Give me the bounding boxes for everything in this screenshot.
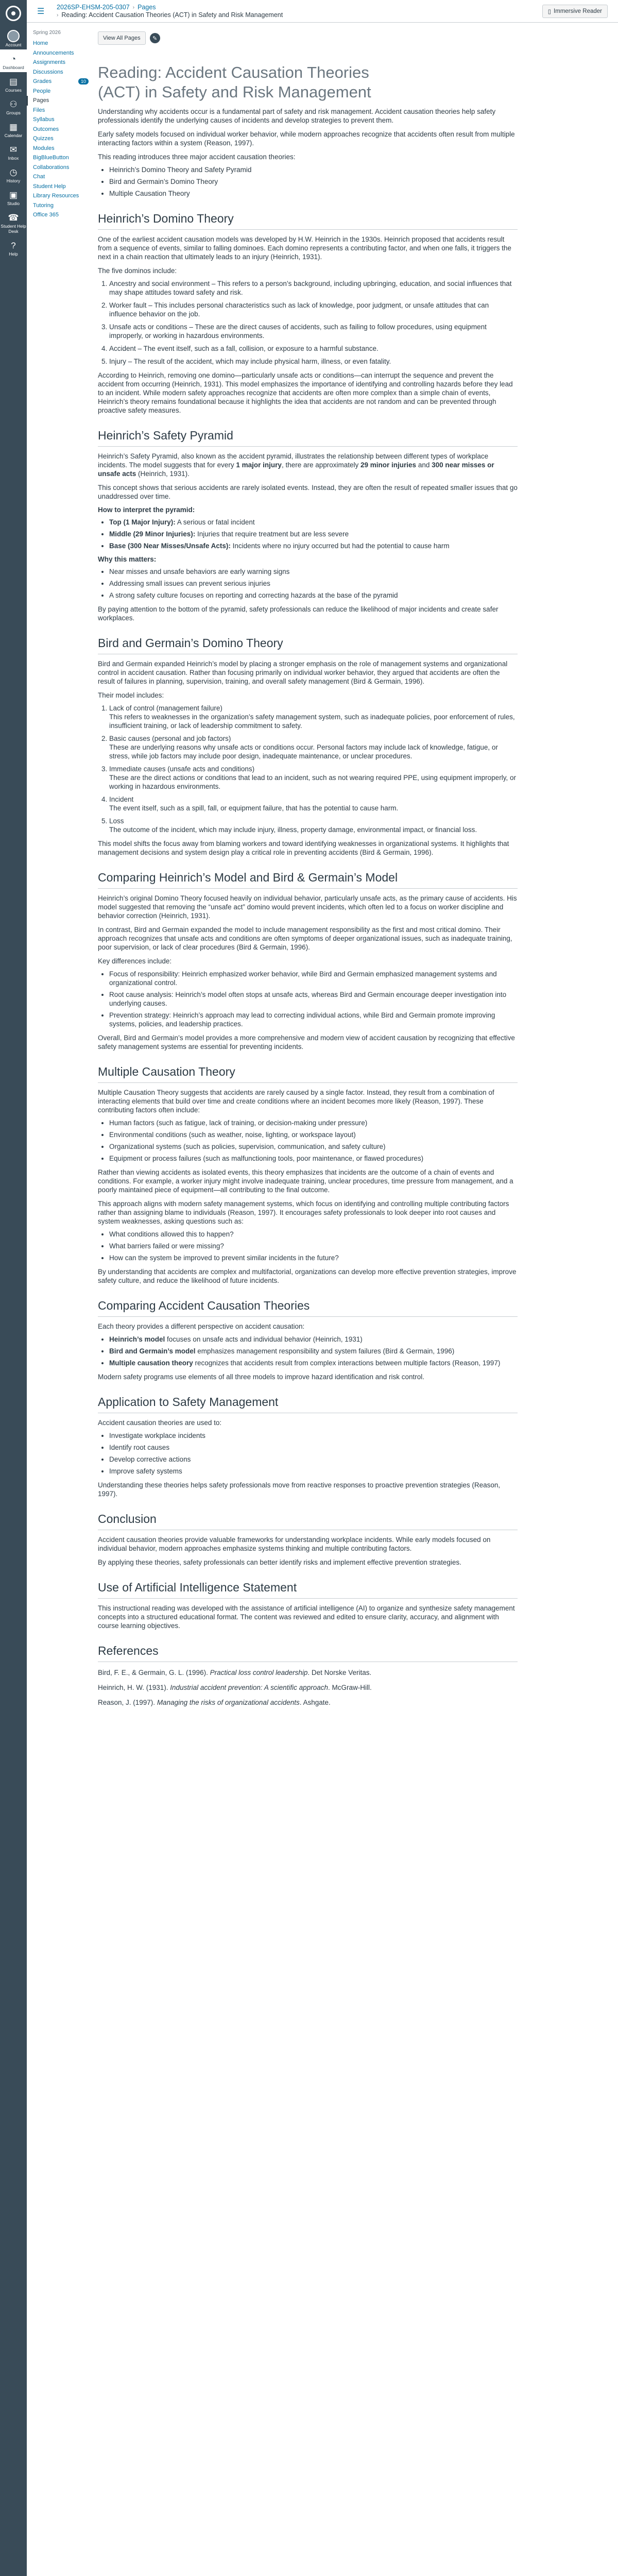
list-item: • Human factors (such as fatigue, lack of training, or decision-making under pressure) xyxy=(109,1118,518,1127)
reference-item xyxy=(98,1698,518,1707)
list-item xyxy=(109,1359,518,1367)
list-item xyxy=(109,1335,518,1344)
paragraph: Key differences include: xyxy=(98,957,172,965)
paragraph: By understanding that accidents are complex and multifactorial, organizations can develop more effective prevention strategies, improve safety culture, and reduce the likelihood of future incidents. xyxy=(98,1268,517,1284)
item-title: 3. Immediate causes (unsafe acts and conditions) xyxy=(109,765,255,773)
help-desk-icon: ☎ xyxy=(8,212,19,223)
course-nav-label: Student Help xyxy=(33,183,66,190)
list-item: • How can the system be improved to prevent similar incidents in the future? xyxy=(109,1253,518,1262)
grades-count-badge: 10 xyxy=(78,78,89,84)
item-desc: The event itself, such as a spill, fall, or equipment failure, that has the potential to cause harm. xyxy=(109,804,399,812)
account-avatar xyxy=(7,30,20,42)
item-title: 2. Basic causes (personal and job factors) xyxy=(109,735,231,742)
paragraph: Modern safety programs use elements of all three models to improve hazard identification and risk control. xyxy=(98,1373,425,1381)
item-title: 5. Loss xyxy=(109,817,124,825)
intro-paragraph: Understanding why accidents occur is a fundamental part of safety and risk management. Accident causation theories help safety professionals identify the underlying causes of incidents and develop strategies to prevent them. xyxy=(98,108,496,124)
global-nav-account[interactable] xyxy=(0,27,27,49)
paragraph: Their model includes: xyxy=(98,691,164,699)
list-item xyxy=(109,530,518,538)
course-nav-label: BigBlueButton xyxy=(33,155,69,161)
item-desc: These are the direct actions or conditions that lead to an incident, such as not wearing required PPE, using equipment improperly, or working in hazardous environments. xyxy=(109,774,516,790)
paragraph: One of the earliest accident causation models was developed by H.W. Heinrich in the 1930s. Heinrich proposed that accidents result from a sequence of events, similar to falling dominoes. Each domino represents a contributing factor, and when one falls, it triggers the next in a chain reaction that ultimately leads to an injury (Heinrich, 1931). xyxy=(98,235,511,261)
course-nav-item-bigbluebutton[interactable] xyxy=(27,153,93,163)
text-run: (Heinrich, 1931). xyxy=(136,470,190,478)
course-nav-label: Files xyxy=(33,107,45,113)
institution-logo[interactable] xyxy=(0,0,27,27)
inbox-icon: ✉ xyxy=(9,144,18,155)
course-nav-label: Syllabus xyxy=(33,116,55,123)
term: Multiple causation theory xyxy=(109,1359,193,1367)
global-nav-calendar[interactable] xyxy=(0,117,27,140)
domino-list xyxy=(109,279,518,366)
course-nav-label: Announcements xyxy=(33,49,74,56)
global-nav-inbox[interactable] xyxy=(0,140,27,163)
global-nav-help[interactable] xyxy=(0,236,27,259)
global-nav-label: Courses xyxy=(5,88,22,93)
term: Bird and Germain’s model xyxy=(109,1347,196,1355)
course-nav-item-student-help[interactable] xyxy=(27,182,93,192)
section-heading: Comparing Accident Causation Theories xyxy=(98,1298,518,1317)
emphasis: 300 near misses or unsafe acts xyxy=(98,461,494,478)
global-nav-label: Calendar xyxy=(4,133,23,138)
breadcrumb-pages[interactable]: Pages xyxy=(138,3,156,11)
subheading: Why this matters: xyxy=(98,555,157,563)
global-nav-label: History xyxy=(6,178,21,183)
text-run: . McGraw-Hill. xyxy=(328,1684,372,1691)
global-nav-label: Help xyxy=(9,251,18,257)
differences-list xyxy=(109,970,518,1028)
list-item xyxy=(109,518,518,527)
course-nav-label: Office 365 xyxy=(33,212,59,218)
course-nav-item-quizzes[interactable] xyxy=(27,134,93,144)
paragraph: Understanding these theories helps safety professionals move from reactive responses to proactive prevention strategies (Reason, 1997). xyxy=(98,1481,501,1498)
groups-icon: ⚇ xyxy=(9,99,18,109)
item-title: 1. Lack of control (management failure) xyxy=(109,704,222,712)
global-nav-label: Account xyxy=(5,42,22,47)
course-nav-item-modules[interactable] xyxy=(27,144,93,154)
text-run: . Ashgate. xyxy=(299,1699,331,1706)
term-label: Spring 2026 xyxy=(33,30,61,36)
intro-paragraph: This reading introduces three major accident causation theories: xyxy=(98,153,296,161)
reference-item xyxy=(98,1683,518,1692)
text-run: Heinrich’s Safety Pyramid, also known as the accident pyramid, illustrates the relationship between different types of workplace incidents. The model suggests that for every xyxy=(98,452,489,469)
paragraph: This instructional reading was developed with the assistance of artificial intelligence (AI) to organize and synthesize safety management concepts into a structured educational format. The content was reviewed and edited to ensure clarity, accuracy, and alignment with course learning objectives. xyxy=(98,1604,515,1630)
list-item xyxy=(109,541,518,550)
breadcrumb-course[interactable]: 2026SP-EHSM-205-0307 xyxy=(57,3,130,11)
course-nav-item-files[interactable] xyxy=(27,106,93,115)
list-item: • Root cause analysis: Heinrich’s model often stops at unsafe acts, whereas Bird and Germain encourage deeper investigation into underlying causes. xyxy=(109,990,518,1008)
paragraph: The five dominos include: xyxy=(98,267,177,275)
paragraph: Rather than viewing accidents as isolated events, this theory emphasizes that incidents are the outcome of a chain of events and conditions. For example, a worker injury might involve inadequate training, unclear procedures, time pressure from management, and a poorly maintained piece of equipment—all contributing to the final outcome. xyxy=(98,1168,513,1194)
section-heading: Heinrich’s Domino Theory xyxy=(98,211,518,230)
list-item: • Multiple Causation Theory xyxy=(109,189,518,198)
course-nav-item-outcomes[interactable] xyxy=(27,125,93,134)
intro-list xyxy=(109,165,518,198)
list-item: • Environmental conditions (such as weather, noise, lighting, or workspace layout) xyxy=(109,1130,518,1139)
section-heading: Application to Safety Management xyxy=(98,1395,518,1413)
course-nav-item-home[interactable] xyxy=(27,39,93,48)
item-desc: This refers to weaknesses in the organization’s safety management system, such as inadequate policies, poor enforcement of rules, insufficient training, or lack of leadership commitment to safety. xyxy=(109,713,515,730)
logo-mark xyxy=(6,6,21,21)
course-nav-item-chat[interactable] xyxy=(27,172,93,182)
list-item: 5. Injury – The result of the accident, which may include physical harm, illness, or even fatality. xyxy=(109,357,518,366)
list-item: • Improve safety systems xyxy=(109,1467,518,1476)
section-heading: Multiple Causation Theory xyxy=(98,1064,518,1083)
page-title: Reading: Accident Causation Theories (ACT) in Safety and Risk Management xyxy=(98,63,371,101)
course-nav-item-tutoring[interactable] xyxy=(27,201,93,211)
text-run: . Det Norske Veritas. xyxy=(307,1669,372,1676)
global-nav-label: Student Help Desk xyxy=(1,224,26,234)
global-nav-label: Studio xyxy=(7,201,20,206)
section-heading: Bird and Germain’s Domino Theory xyxy=(98,636,518,654)
course-nav-label: Pages xyxy=(33,97,49,104)
term: Heinrich’s model xyxy=(109,1335,165,1343)
desc: emphasizes management responsibility and system failures (Bird & Germain, 1996) xyxy=(195,1347,455,1355)
paragraph: This concept shows that serious accidents are rarely isolated events. Instead, they are often the result of repeated smaller issues that go unaddressed over time. xyxy=(98,484,518,500)
uses-list xyxy=(109,1431,518,1476)
section-heading: Heinrich’s Safety Pyramid xyxy=(98,428,518,447)
course-nav-item-announcements[interactable] xyxy=(27,48,93,58)
text-run: Reason, J. (1997). xyxy=(98,1699,157,1706)
list-item xyxy=(109,734,518,760)
perspectives-list xyxy=(109,1335,518,1367)
global-nav xyxy=(0,0,27,2576)
breadcrumb xyxy=(57,4,283,19)
text-run: , there are approximately xyxy=(281,461,361,469)
item-desc: These are underlying reasons why unsafe acts or conditions occur. Personal factors may include lack of knowledge, fatigue, or stress, while job factors may include poor design, inadequate maintenance, or unclear procedures. xyxy=(109,743,498,760)
course-nav-label: Modules xyxy=(33,145,55,151)
emphasis: 29 minor injuries xyxy=(360,461,417,469)
studio-assistant-icon[interactable]: ✎ xyxy=(150,33,160,43)
chevron-right-icon: › xyxy=(57,12,59,18)
course-nav-item-library-resources[interactable] xyxy=(27,191,93,201)
global-nav-label: Inbox xyxy=(8,156,19,161)
list-item: 3. Unsafe acts or conditions – These are the direct causes of accidents, such as failing to follow procedures, using equipment improperly, or working in hazardous environments. xyxy=(109,323,518,340)
clock-icon: ◷ xyxy=(9,167,18,177)
desc: Injuries that require treatment but are less severe xyxy=(195,530,349,538)
page-toolbar xyxy=(98,31,518,45)
ref-title: Practical loss control leadership xyxy=(210,1669,308,1676)
global-nav-studio[interactable] xyxy=(0,185,27,208)
desc: focuses on unsafe acts and individual behavior (Heinrich, 1931) xyxy=(165,1335,363,1343)
paragraph: By applying these theories, safety professionals can better identify risks and implement effective prevention strategies. xyxy=(98,1558,461,1566)
course-nav-label: Chat xyxy=(33,174,45,180)
course-nav-item-pages[interactable] xyxy=(27,96,93,106)
course-nav-item-collaborations[interactable] xyxy=(27,163,93,173)
course-nav-label: Library Resources xyxy=(33,193,79,199)
global-nav-groups[interactable] xyxy=(0,95,27,117)
page-content xyxy=(98,31,518,1707)
list-item xyxy=(109,817,518,834)
paragraph: Overall, Bird and Germain’s model provides a more comprehensive and modern view of accident causation by recognizing that effective safety management systems are essential for preventing incidents. xyxy=(98,1034,515,1050)
list-item: • Addressing small issues can prevent serious injuries xyxy=(109,579,518,588)
list-item: • Equipment or process failures (such as malfunctioning tools, poor maintenance, or flawed procedures) xyxy=(109,1154,518,1163)
list-item: • Heinrich’s Domino Theory and Safety Pyramid xyxy=(109,165,518,174)
course-nav-label: Quizzes xyxy=(33,135,54,142)
list-item xyxy=(109,1347,518,1355)
calendar-icon: ▦ xyxy=(9,122,18,132)
term: Middle (29 Minor Injuries): xyxy=(109,530,196,538)
intro-paragraph: Early safety models focused on individual worker behavior, while modern approaches recognize that accidents often result from multiple interacting factors within a system (Reason, 1997). xyxy=(98,130,515,147)
global-nav-history[interactable] xyxy=(0,163,27,185)
paragraph xyxy=(98,452,518,478)
list-item xyxy=(109,765,518,791)
list-item: • Investigate workplace incidents xyxy=(109,1431,518,1440)
course-nav xyxy=(27,30,93,220)
paragraph: Heinrich’s original Domino Theory focused heavily on individual behavior, particularly unsafe acts, as the primary cause of accidents. His model suggested that removing the “unsafe act” domino would prevent incidents, which often led to a focus on worker discipline and behavior correction (Heinrich, 1931). xyxy=(98,894,517,920)
section-heading: References xyxy=(98,1643,518,1662)
paragraph: Bird and Germain expanded Heinrich’s model by placing a stronger emphasis on the role of management systems and organizational control in accident causation. Rather than focusing primarily on individual worker behavior, they argued that accidents are often the result of failures in planning, supervision, training, and overall safety management (Bird & Germain, 1996). xyxy=(98,660,508,685)
course-nav-item-syllabus[interactable] xyxy=(27,115,93,125)
text-run: Heinrich, H. W. (1931). xyxy=(98,1684,170,1691)
list-item: • Bird and Germain’s Domino Theory xyxy=(109,177,518,186)
list-item: • What conditions allowed this to happen? xyxy=(109,1230,518,1239)
course-nav-item-people[interactable] xyxy=(27,87,93,96)
list-item: • Prevention strategy: Heinrich’s approach may lead to correcting individual actions, while Bird and Germain promote improving systems, policies, and leadership practices. xyxy=(109,1011,518,1028)
course-nav-label: Discussions xyxy=(33,69,63,75)
paragraph: Each theory provides a different perspective on accident causation: xyxy=(98,1323,305,1330)
paragraph: Accident causation theories provide valuable frameworks for understanding workplace incidents. While early models focused on individual behavior, modern approaches emphasize systems thinking and multiple contributing factors. xyxy=(98,1536,491,1552)
global-nav-label: Groups xyxy=(6,110,21,115)
why-list xyxy=(109,567,518,600)
course-nav-label: People xyxy=(33,88,51,94)
global-nav-dashboard[interactable] xyxy=(0,49,27,72)
paragraph: In contrast, Bird and Germain expanded the model to include management responsibility as the first and most critical domino. Their approach recognizes that unsafe acts and conditions are often symptoms of deeper organizational issues, such as inadequate training, poor supervision, or lack of clear procedures (Bird & Germain, 1996). xyxy=(98,926,512,951)
paragraph: This approach aligns with modern safety management systems, which focus on identifying and controlling multiple contributing factors rather than assigning blame to individuals (Reason, 1997). It encourages safety professionals to look deeper into root causes and system weaknesses, asking questions such as: xyxy=(98,1200,509,1225)
hamburger-menu-icon[interactable]: ☰ xyxy=(37,7,45,16)
desc: recognizes that accidents result from complex interactions between multiple factors (Reason, 1997) xyxy=(193,1359,501,1367)
view-all-pages-button[interactable]: View All Pages xyxy=(98,31,146,45)
factors-list xyxy=(109,1118,518,1163)
course-nav-item-grades[interactable] xyxy=(27,77,93,87)
course-nav-item-assignments[interactable] xyxy=(27,58,93,67)
breadcrumb-current: Reading: Accident Causation Theories (ACT) in Safety and Risk Management xyxy=(61,11,283,19)
text-run: Bird, F. E., & Germain, G. L. (1996). xyxy=(98,1669,210,1676)
desc: Incidents where no injury occurred but had the potential to cause harm xyxy=(230,542,450,550)
page-header xyxy=(27,0,618,23)
reference-item xyxy=(98,1668,518,1677)
immersive-reader-icon: ▯ xyxy=(547,9,552,15)
paragraph: By paying attention to the bottom of the pyramid, safety professionals can reduce the likelihood of major incidents and create safer workplaces. xyxy=(98,605,499,622)
section-heading: Use of Artificial Intelligence Statement xyxy=(98,1580,518,1599)
questions-list xyxy=(109,1230,518,1262)
list-item: • Near misses and unsafe behaviors are early warning signs xyxy=(109,567,518,576)
item-title: 4. Incident xyxy=(109,795,134,803)
immersive-reader-label: Immersive Reader xyxy=(554,8,602,14)
section-heading: Conclusion xyxy=(98,1512,518,1530)
course-nav-item-discussions[interactable] xyxy=(27,67,93,77)
list-item: 1. Ancestry and social environment – This refers to a person’s background, including upbringing, education, and social influences that may shape attitudes toward safety and risk. xyxy=(109,279,518,297)
list-item: 4. Accident – The event itself, such as a fall, collision, or exposure to a harmful substance. xyxy=(109,344,518,353)
course-nav-label: Collaborations xyxy=(33,164,70,171)
course-nav-label: Grades xyxy=(33,78,52,85)
list-item: • Focus of responsibility: Heinrich emphasized worker behavior, while Bird and Germain emphasized management systems and organizational control. xyxy=(109,970,518,987)
term: Base (300 Near Misses/Unsafe Acts): xyxy=(109,542,231,550)
desc: A serious or fatal incident xyxy=(175,518,255,526)
global-nav-courses[interactable] xyxy=(0,72,27,95)
course-nav-label: Tutoring xyxy=(33,202,54,209)
paragraph: Multiple Causation Theory suggests that accidents are rarely caused by a single factor. Instead, they result from a combination of interacting elements that build over time and create conditions where an incident becomes more likely (Reason, 1997). These contributing factors often include: xyxy=(98,1089,494,1114)
global-nav-label: Dashboard xyxy=(3,65,24,70)
global-nav-help-desk[interactable] xyxy=(0,208,27,236)
book-icon: ▤ xyxy=(9,76,18,87)
dashboard-icon: ◔ xyxy=(10,54,16,64)
list-item: • What barriers failed or were missing? xyxy=(109,1242,518,1250)
list-item: 2. Worker fault – This includes personal characteristics such as lack of knowledge, poor judgment, or unsafe attitudes that can influence behavior on the job. xyxy=(109,301,518,318)
ref-title: Industrial accident prevention: A scientific approach xyxy=(170,1684,328,1691)
bird-model-list xyxy=(109,704,518,834)
item-desc: The outcome of the incident, which may include injury, illness, property damage, environmental impact, or financial loss. xyxy=(109,826,477,834)
paragraph: According to Heinrich, removing one domino—particularly unsafe acts or conditions—can interrupt the sequence and prevent the accident from occurring (Heinrich, 1931). This model emphasizes the importance of identifying and controlling hazards before they lead to an incident. While modern safety approaches recognize that accidents are often more complex than a simple chain of events, Heinrich’s theory remains foundational because it highlights the idea that accidents are not random and can be prevented through proactive safety measures. xyxy=(98,371,513,414)
studio-icon: ▣ xyxy=(9,190,18,200)
emphasis: 1 major injury xyxy=(236,461,282,469)
list-item: • Identify root causes xyxy=(109,1443,518,1452)
paragraph: This model shifts the focus away from blaming workers and toward identifying weaknesses in organizational systems. It highlights that management decisions and system design play a critical role in preventing accidents (Bird & Germain, 1996). xyxy=(98,840,509,856)
text-run: and xyxy=(416,461,432,469)
course-nav-item-office-365[interactable] xyxy=(27,210,93,220)
list-item: • A strong safety culture focuses on reporting and correcting hazards at the base of the pyramid xyxy=(109,591,518,600)
term: Top (1 Major Injury): xyxy=(109,518,176,526)
list-item: • Organizational systems (such as policies, supervision, communication, and safety culture) xyxy=(109,1142,518,1151)
course-nav-label: Assignments xyxy=(33,59,65,66)
paragraph: Accident causation theories are used to: xyxy=(98,1419,222,1427)
course-nav-label: Home xyxy=(33,40,48,47)
list-item: • Develop corrective actions xyxy=(109,1455,518,1464)
ref-title: Managing the risks of organizational accidents xyxy=(157,1699,300,1706)
chevron-right-icon: › xyxy=(132,4,135,10)
list-item xyxy=(109,704,518,730)
course-nav-label: Outcomes xyxy=(33,126,59,132)
subheading: How to interpret the pyramid: xyxy=(98,506,195,514)
help-icon: ? xyxy=(11,240,16,250)
pyramid-levels-list xyxy=(109,518,518,550)
immersive-reader-button[interactable] xyxy=(542,5,608,18)
list-item xyxy=(109,795,518,812)
section-heading: Comparing Heinrich’s Model and Bird & Germain’s Model xyxy=(98,870,518,889)
